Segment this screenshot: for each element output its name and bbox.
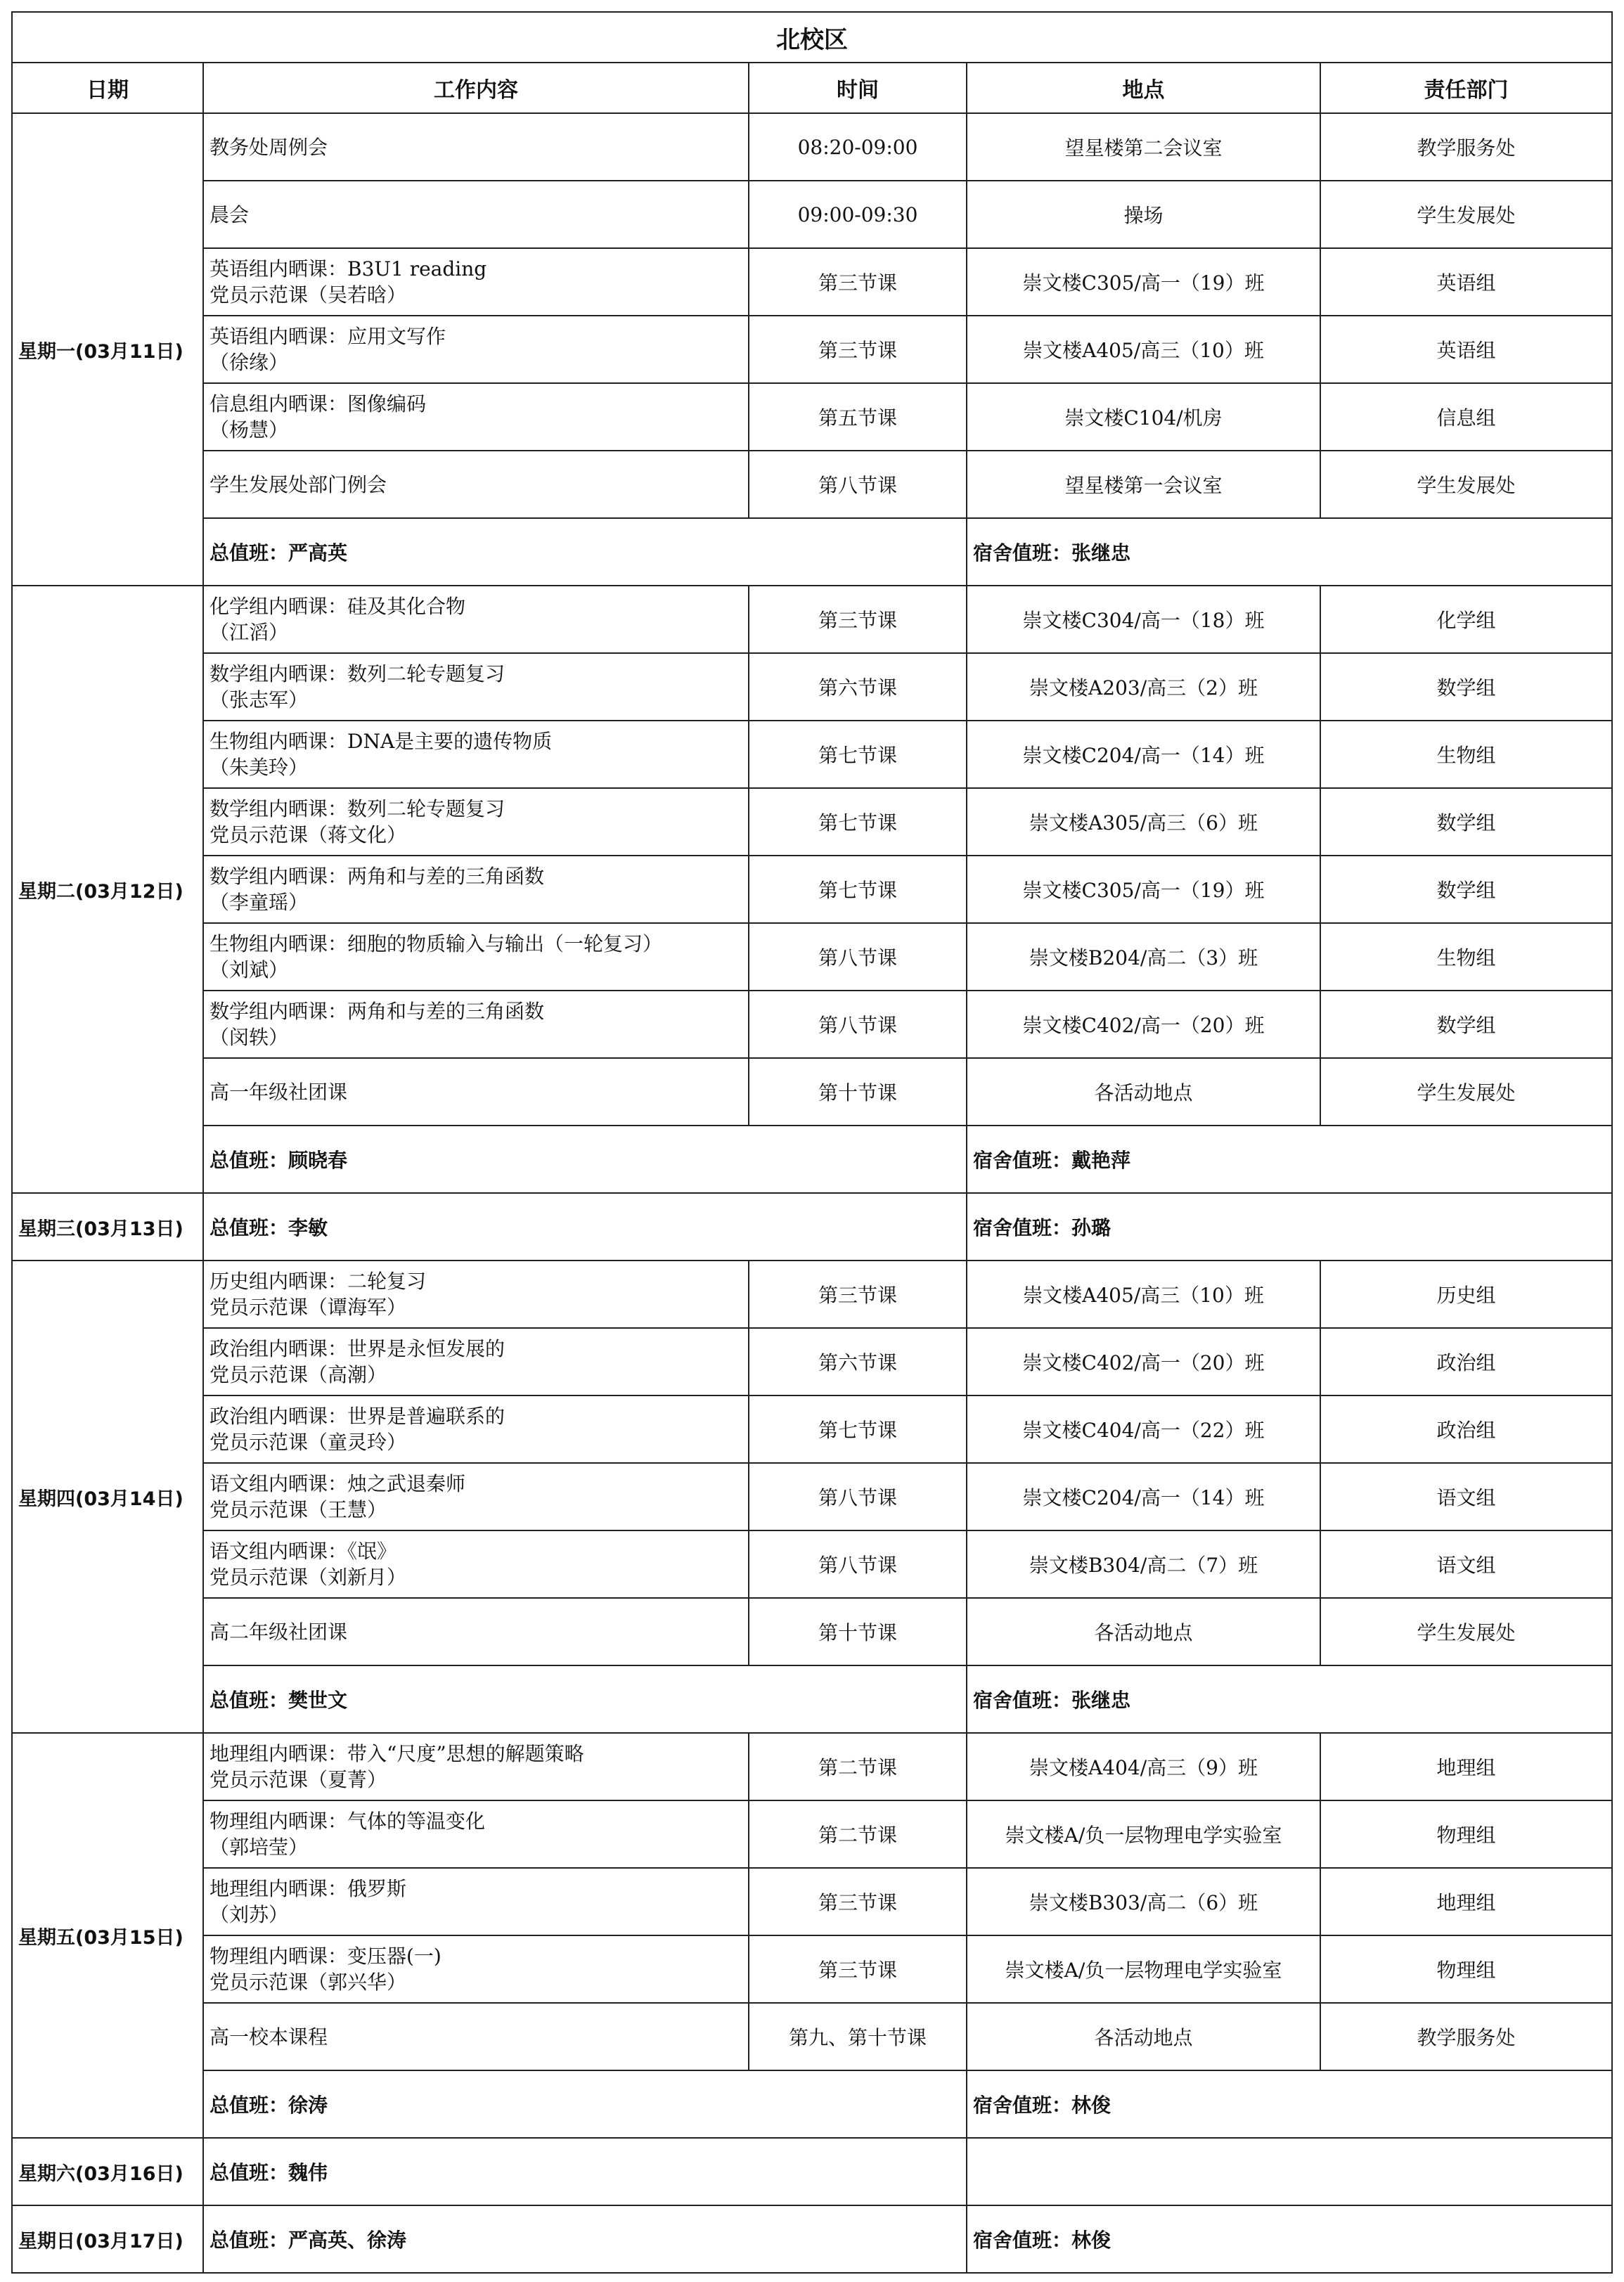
- event-content-line: 党员示范课（吴若晗）: [210, 283, 407, 307]
- event-content-line: 英语组内晒课：B3U1 reading: [210, 257, 487, 281]
- date-cell: 星期三(03月13日): [12, 1193, 203, 1261]
- date-cell: 星期二(03月12日): [12, 586, 203, 1193]
- event-dept: 数学组: [1320, 991, 1612, 1058]
- event-row: [12, 856, 1612, 923]
- event-dept: 英语组: [1320, 316, 1612, 383]
- duty-dorm: 宿舍值班：戴艳萍: [967, 1126, 1612, 1193]
- event-row: [12, 721, 1612, 788]
- duty-dorm: 宿舍值班：林俊: [967, 2205, 1612, 2273]
- title-row: [12, 12, 1612, 63]
- duty-dorm: 宿舍值班：张继忠: [967, 1665, 1612, 1733]
- event-content-line: 教务处周例会: [210, 135, 328, 159]
- event-time: 第七节课: [749, 788, 967, 856]
- event-content-line: 语文组内晒课：烛之武退秦师: [210, 1472, 466, 1495]
- event-dept: 学生发展处: [1320, 1598, 1612, 1665]
- event-row: [12, 316, 1612, 383]
- event-content: [203, 1395, 749, 1463]
- event-row: [12, 1058, 1612, 1126]
- event-content: [203, 1463, 749, 1530]
- event-content-line: 高一年级社团课: [210, 1080, 348, 1104]
- schedule-table: [11, 11, 1613, 2274]
- event-dept: 数学组: [1320, 788, 1612, 856]
- event-row: [12, 1261, 1612, 1328]
- event-row: [12, 1800, 1612, 1868]
- event-dept: 信息组: [1320, 383, 1612, 451]
- event-content-line: （刘斌）: [210, 958, 289, 981]
- event-content-line: 高二年级社团课: [210, 1620, 348, 1644]
- duty-dorm: 宿舍值班：孙璐: [967, 1193, 1612, 1261]
- event-location: 崇文楼C204/高一（14）班: [967, 721, 1320, 788]
- event-time: 第八节课: [749, 1530, 967, 1598]
- event-content-line: 物理组内晒课：气体的等温变化: [210, 1810, 486, 1833]
- event-row: [12, 1598, 1612, 1665]
- event-location: 崇文楼C404/高一（22）班: [967, 1395, 1320, 1463]
- event-time: 第六节课: [749, 653, 967, 721]
- event-dept: 教学服务处: [1320, 2003, 1612, 2070]
- event-time: 第十节课: [749, 1058, 967, 1126]
- event-content: [203, 181, 749, 248]
- event-content: [203, 248, 749, 316]
- event-content: [203, 1935, 749, 2003]
- event-content-line: 党员示范课（刘新月）: [210, 1566, 407, 1589]
- event-content-line: 党员示范课（高潮）: [210, 1363, 387, 1386]
- duty-row: [12, 2138, 1612, 2205]
- event-time: 第三节课: [749, 1261, 967, 1328]
- event-row: [12, 1868, 1612, 1935]
- event-content-line: 政治组内晒课：世界是普遍联系的: [210, 1405, 505, 1428]
- event-content: [203, 1868, 749, 1935]
- schedule-sheet: [11, 11, 1611, 2274]
- duty-general: 总值班：徐涛: [203, 2070, 967, 2138]
- event-content-line: 数学组内晒课：两角和与差的三角函数: [210, 1000, 545, 1023]
- event-dept: 历史组: [1320, 1261, 1612, 1328]
- event-content-line: 生物组内晒课：细胞的物质输入与输出（一轮复习）: [210, 932, 663, 955]
- event-content-line: 党员示范课（王慧）: [210, 1498, 387, 1521]
- event-content: [203, 788, 749, 856]
- event-location: 崇文楼B304/高二（7）班: [967, 1530, 1320, 1598]
- event-content: [203, 586, 749, 653]
- event-location: 崇文楼A/负一层物理电学实验室: [967, 1800, 1320, 1868]
- event-dept: 语文组: [1320, 1530, 1612, 1598]
- duty-dorm: 宿舍值班：张继忠: [967, 518, 1612, 586]
- event-content: [203, 383, 749, 451]
- duty-general: 总值班：李敏: [203, 1193, 967, 1261]
- header-time: 时间: [749, 63, 967, 113]
- event-content-line: 党员示范课（蒋文化）: [210, 823, 407, 846]
- event-content: [203, 1800, 749, 1868]
- event-location: 崇文楼A203/高三（2）班: [967, 653, 1320, 721]
- event-row: [12, 1733, 1612, 1800]
- date-cell: 星期五(03月15日): [12, 1733, 203, 2138]
- event-content-line: 数学组内晒课：数列二轮专题复习: [210, 797, 505, 820]
- campus-title: 北校区: [12, 12, 1612, 63]
- date-cell: 星期四(03月14日): [12, 1261, 203, 1733]
- event-content: [203, 1598, 749, 1665]
- event-location: 崇文楼C104/机房: [967, 383, 1320, 451]
- header-row: [12, 63, 1612, 113]
- event-row: [12, 2003, 1612, 2070]
- event-content-line: （朱美玲）: [210, 756, 309, 779]
- event-location: 崇文楼A/负一层物理电学实验室: [967, 1935, 1320, 2003]
- event-location: 崇文楼A405/高三（10）班: [967, 1261, 1320, 1328]
- event-row: [12, 1395, 1612, 1463]
- duty-row: [12, 2070, 1612, 2138]
- event-row: [12, 383, 1612, 451]
- duty-row: [12, 1126, 1612, 1193]
- event-location: 崇文楼C305/高一（19）班: [967, 856, 1320, 923]
- event-content-line: 政治组内晒课：世界是永恒发展的: [210, 1337, 505, 1360]
- event-row: [12, 113, 1612, 181]
- event-location: 各活动地点: [967, 1598, 1320, 1665]
- event-dept: 地理组: [1320, 1733, 1612, 1800]
- date-cell: 星期日(03月17日): [12, 2205, 203, 2273]
- event-location: 崇文楼A305/高三（6）班: [967, 788, 1320, 856]
- event-content-line: 党员示范课（郭兴华）: [210, 1971, 407, 1994]
- event-location: 望星楼第一会议室: [967, 451, 1320, 518]
- event-row: [12, 451, 1612, 518]
- event-dept: 语文组: [1320, 1463, 1612, 1530]
- event-row: [12, 991, 1612, 1058]
- event-time: 第三节课: [749, 1868, 967, 1935]
- event-time: 第二节课: [749, 1800, 967, 1868]
- event-content-line: （杨慧）: [210, 418, 289, 441]
- header-date: 日期: [12, 63, 203, 113]
- event-dept: 数学组: [1320, 653, 1612, 721]
- event-content-line: 晨会: [210, 202, 250, 226]
- event-content: [203, 721, 749, 788]
- event-dept: 学生发展处: [1320, 1058, 1612, 1126]
- event-content-line: 党员示范课（谭海军）: [210, 1296, 407, 1319]
- event-dept: 生物组: [1320, 923, 1612, 991]
- event-dept: 学生发展处: [1320, 451, 1612, 518]
- event-time: 第三节课: [749, 1935, 967, 2003]
- event-time: 第七节课: [749, 721, 967, 788]
- event-content-line: （江滔）: [210, 621, 289, 644]
- duty-row: [12, 2205, 1612, 2273]
- duty-general: 总值班：严高英: [203, 518, 967, 586]
- event-time: 第五节课: [749, 383, 967, 451]
- duty-row: [12, 1665, 1612, 1733]
- event-content-line: （刘苏）: [210, 1903, 289, 1926]
- event-content-line: （徐缘）: [210, 351, 289, 374]
- event-content: [203, 653, 749, 721]
- event-content: [203, 1328, 749, 1395]
- event-location: 崇文楼C305/高一（19）班: [967, 248, 1320, 316]
- event-dept: 教学服务处: [1320, 113, 1612, 181]
- event-content-line: 语文组内晒课：《氓》: [210, 1540, 397, 1563]
- event-row: [12, 923, 1612, 991]
- event-row: [12, 788, 1612, 856]
- event-content: [203, 113, 749, 181]
- event-dept: 数学组: [1320, 856, 1612, 923]
- event-location: 崇文楼C204/高一（14）班: [967, 1463, 1320, 1530]
- date-cell: 星期六(03月16日): [12, 2138, 203, 2205]
- event-content: [203, 1530, 749, 1598]
- event-location: 崇文楼C402/高一（20）班: [967, 1328, 1320, 1395]
- event-location: 崇文楼A404/高三（9）班: [967, 1733, 1320, 1800]
- event-time: 第七节课: [749, 1395, 967, 1463]
- event-content: [203, 991, 749, 1058]
- event-content-line: 信息组内晒课：图像编码: [210, 392, 427, 415]
- event-location: 崇文楼B303/高二（6）班: [967, 1868, 1320, 1935]
- event-content-line: 学生发展处部门例会: [210, 472, 387, 496]
- event-content-line: 数学组内晒课：数列二轮专题复习: [210, 662, 505, 685]
- event-time: 第六节课: [749, 1328, 967, 1395]
- event-time: 第三节课: [749, 316, 967, 383]
- event-location: 崇文楼C304/高一（18）班: [967, 586, 1320, 653]
- event-time: 第三节课: [749, 248, 967, 316]
- event-content: [203, 2003, 749, 2070]
- event-content-line: 党员示范课（童灵玲）: [210, 1431, 407, 1454]
- header-location: 地点: [967, 63, 1320, 113]
- event-dept: 政治组: [1320, 1328, 1612, 1395]
- event-content: [203, 1261, 749, 1328]
- event-content: [203, 1058, 749, 1126]
- event-dept: 地理组: [1320, 1868, 1612, 1935]
- duty-general: 总值班：魏伟: [203, 2138, 967, 2205]
- event-dept: 物理组: [1320, 1935, 1612, 2003]
- event-content: [203, 1733, 749, 1800]
- date-cell: 星期一(03月11日): [12, 113, 203, 586]
- event-row: [12, 248, 1612, 316]
- event-location: 崇文楼C402/高一（20）班: [967, 991, 1320, 1058]
- event-time: 第十节课: [749, 1598, 967, 1665]
- event-time: 第二节课: [749, 1733, 967, 1800]
- duty-dorm: 宿舍值班：林俊: [967, 2070, 1612, 2138]
- event-content-line: 英语组内晒课：应用文写作: [210, 325, 446, 348]
- event-location: 崇文楼A405/高三（10）班: [967, 316, 1320, 383]
- event-content: [203, 316, 749, 383]
- event-location: 崇文楼B204/高二（3）班: [967, 923, 1320, 991]
- event-dept: 物理组: [1320, 1800, 1612, 1868]
- event-row: [12, 586, 1612, 653]
- header-dept: 责任部门: [1320, 63, 1612, 113]
- duty-dorm: [967, 2138, 1612, 2205]
- duty-row: [12, 1193, 1612, 1261]
- event-content-line: 地理组内晒课：带入“尺度”思想的解题策略: [210, 1742, 584, 1765]
- duty-row: [12, 518, 1612, 586]
- event-time: 第九、第十节课: [749, 2003, 967, 2070]
- event-content-line: 地理组内晒课：俄罗斯: [210, 1877, 407, 1900]
- event-content-line: 化学组内晒课：硅及其化合物: [210, 595, 466, 618]
- event-time: 第八节课: [749, 451, 967, 518]
- event-row: [12, 1463, 1612, 1530]
- event-content-line: 物理组内晒课：变压器(一): [210, 1945, 442, 1968]
- duty-general: 总值班：严高英、徐涛: [203, 2205, 967, 2273]
- event-time: 第三节课: [749, 586, 967, 653]
- header-content: 工作内容: [203, 63, 749, 113]
- event-content-line: 党员示范课（夏菁）: [210, 1768, 387, 1791]
- event-content-line: 生物组内晒课：DNA是主要的遗传物质: [210, 730, 553, 753]
- event-dept: 学生发展处: [1320, 181, 1612, 248]
- event-location: 操场: [967, 181, 1320, 248]
- event-dept: 生物组: [1320, 721, 1612, 788]
- event-content-line: 高一校本课程: [210, 2025, 328, 2049]
- event-content: [203, 856, 749, 923]
- event-row: [12, 1935, 1612, 2003]
- event-time: 08:20-09:00: [749, 113, 967, 181]
- event-time: 第八节课: [749, 1463, 967, 1530]
- event-dept: 政治组: [1320, 1395, 1612, 1463]
- event-content-line: （张志军）: [210, 688, 309, 711]
- event-dept: 英语组: [1320, 248, 1612, 316]
- event-content: [203, 451, 749, 518]
- event-row: [12, 181, 1612, 248]
- event-content-line: 历史组内晒课：二轮复习: [210, 1270, 427, 1293]
- event-time: 第八节课: [749, 923, 967, 991]
- event-location: 各活动地点: [967, 1058, 1320, 1126]
- event-row: [12, 1328, 1612, 1395]
- duty-general: 总值班：顾晓春: [203, 1126, 967, 1193]
- event-time: 第八节课: [749, 991, 967, 1058]
- event-content-line: （李童瑶）: [210, 891, 309, 914]
- event-time: 第七节课: [749, 856, 967, 923]
- event-location: 望星楼第二会议室: [967, 113, 1320, 181]
- event-content-line: （闵轶）: [210, 1026, 289, 1049]
- event-content-line: 数学组内晒课：两角和与差的三角函数: [210, 865, 545, 888]
- event-row: [12, 1530, 1612, 1598]
- event-location: 各活动地点: [967, 2003, 1320, 2070]
- event-dept: 化学组: [1320, 586, 1612, 653]
- event-content: [203, 923, 749, 991]
- duty-general: 总值班：樊世文: [203, 1665, 967, 1733]
- event-content-line: （郭培莹）: [210, 1836, 309, 1859]
- event-time: 09:00-09:30: [749, 181, 967, 248]
- event-row: [12, 653, 1612, 721]
